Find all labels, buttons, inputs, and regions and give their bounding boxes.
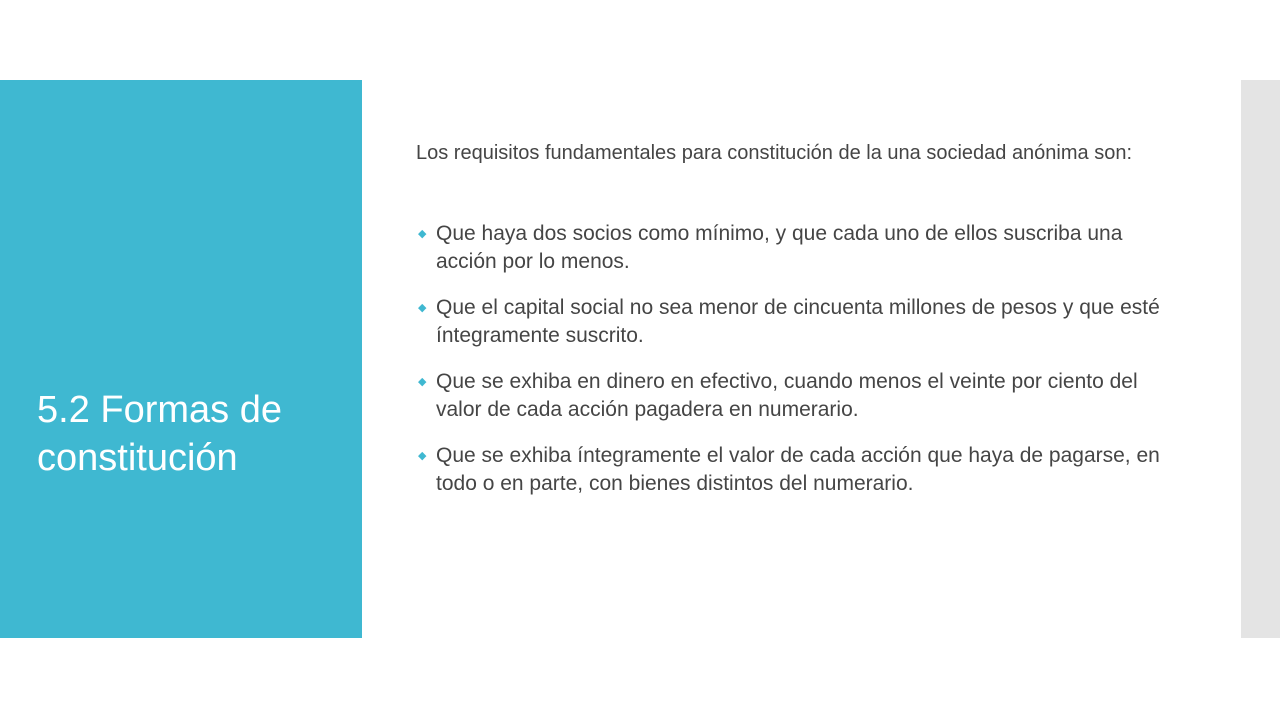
right-side-strip xyxy=(1241,80,1280,638)
title-panel xyxy=(0,80,362,638)
bullet-text: Que el capital social no sea menor de cincuenta millones de pesos y que esté íntegramente suscrito. xyxy=(436,296,1160,347)
bullet-text: Que haya dos socios como mínimo, y que cada uno de ellos suscriba una acción por lo menos. xyxy=(436,222,1123,273)
slide-title: 5.2 Formas de constitución xyxy=(37,389,282,479)
bullet-item xyxy=(416,442,1176,498)
bullet-item xyxy=(416,368,1176,424)
diamond-bullet-icon: ◆ xyxy=(418,376,427,388)
bullet-item xyxy=(416,294,1176,350)
diamond-bullet-icon: ◆ xyxy=(418,302,427,314)
diamond-bullet-icon: ◆ xyxy=(418,228,427,240)
content-area xyxy=(416,140,1176,516)
bullet-text: Que se exhiba íntegramente el valor de cada acción que haya de pagarse, en todo o en parte, con bienes distintos del numerario. xyxy=(436,444,1160,495)
bullet-text: Que se exhiba en dinero en efectivo, cuando menos el veinte por ciento del valor de cada acción pagadera en numerario. xyxy=(436,370,1138,421)
bullet-item xyxy=(416,220,1176,276)
bullet-list xyxy=(416,220,1176,498)
diamond-bullet-icon: ◆ xyxy=(418,450,427,462)
intro-text: Los requisitos fundamentales para constitución de la una sociedad anónima son: xyxy=(416,142,1133,164)
